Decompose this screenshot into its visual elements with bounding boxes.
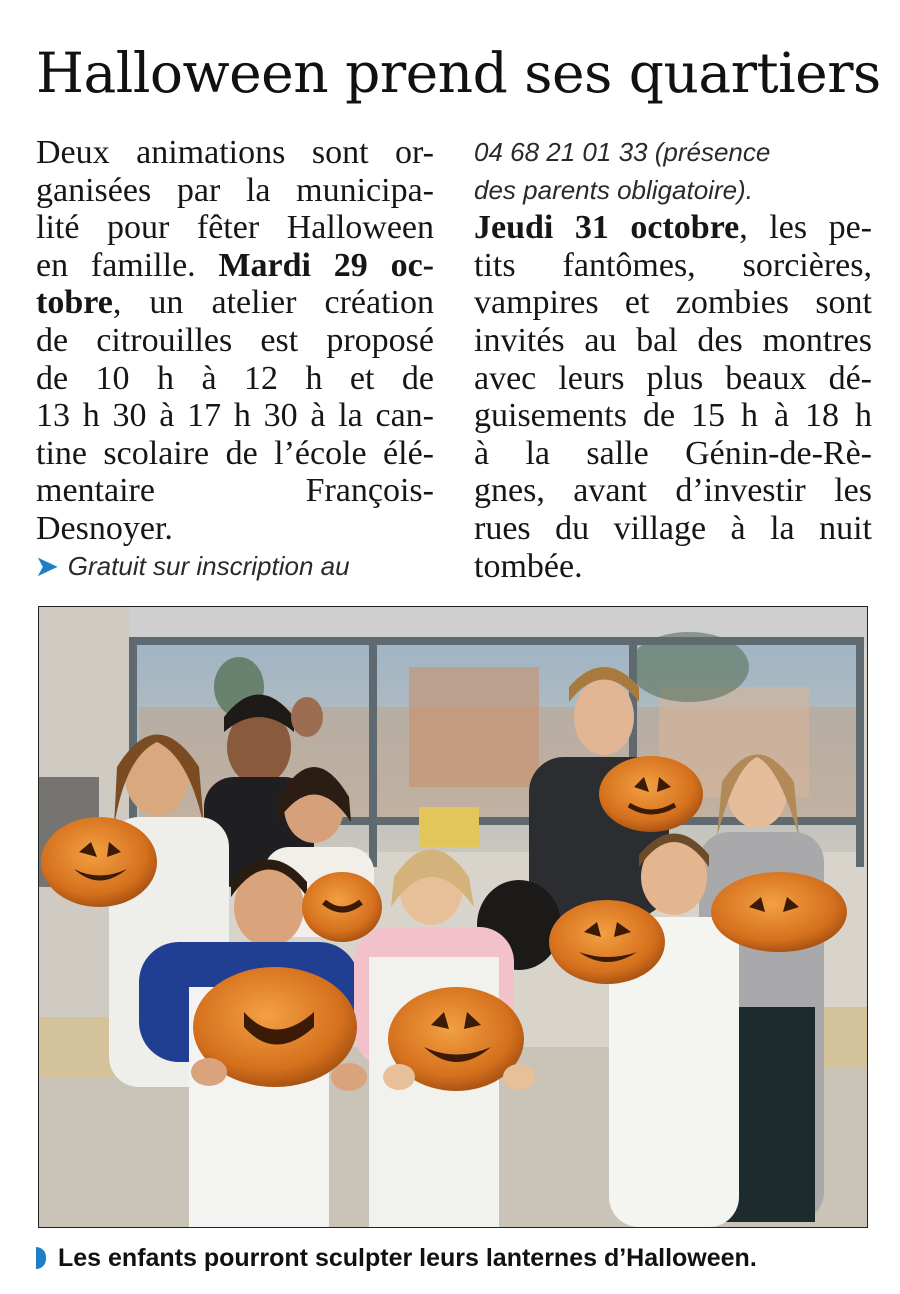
text-line: 13 h 30 à 17 h 30 à la can- [36,397,434,435]
pumpkin-icon [549,900,665,984]
text-line: vampires et zombies sont [474,284,872,322]
info-line [36,548,434,586]
date-highlight: tobre [36,284,113,322]
pumpkin-icon [302,872,382,942]
pumpkin-icon [599,756,703,832]
text-line: tombée. [474,547,583,585]
date-highlight: Jeudi 31 octobre [474,209,740,247]
text-line: mentaire François- [36,472,434,510]
text-line: rues du village à la nuit [474,509,872,547]
text-line: Deux animations sont or- [36,134,434,171]
article-column-left [36,134,434,585]
caption-marker-icon [36,1247,46,1269]
info-line: des parents obligatoire). [474,174,753,205]
photo-caption [36,1244,876,1273]
text-line: invités au bal des montres [474,321,872,359]
text-run: , un atelier création [112,284,434,322]
text-line: ganisées par la municipa- [36,171,434,209]
text-line: tine scolaire de l’école élé- [36,434,434,472]
group-photo [38,606,868,1228]
date-highlight: Mardi 29 oc- [218,246,434,284]
text-line: à la salle Génin-de-Rè- [474,434,872,472]
info-text: Gratuit sur inscription au [67,550,350,581]
text-line: de citrouilles est proposé [36,321,434,359]
text-line [36,247,434,285]
headline: Halloween prend ses quartiers [36,41,881,105]
text-line: guisements de 15 h à 18 h [474,397,872,435]
text-run: en famille. [36,246,219,284]
group-photo-icon [39,607,867,1227]
text-line: de 10 h à 12 h et de [36,359,434,397]
text-run: , les pe- [739,209,872,247]
text-line: gnes, avant d’investir les [474,472,872,510]
text-line: lité pour fêter Halloween [36,209,434,247]
arrow-bullet-icon: ➤ [36,550,58,581]
pumpkin-icon [41,817,157,907]
info-line: 04 68 21 01 33 (présence [474,137,771,167]
pumpkin-icon [711,872,847,952]
text-line: Desnoyer. [36,509,173,547]
text-line [474,209,872,247]
text-line [36,284,434,322]
text-line: avec leurs plus beaux dé- [474,359,872,397]
caption-text: Les enfants pourront sculpter leurs lanternes d’Halloween. [58,1244,757,1272]
article-column-right [474,134,872,585]
text-line: tits fantômes, sorcières, [474,246,872,284]
